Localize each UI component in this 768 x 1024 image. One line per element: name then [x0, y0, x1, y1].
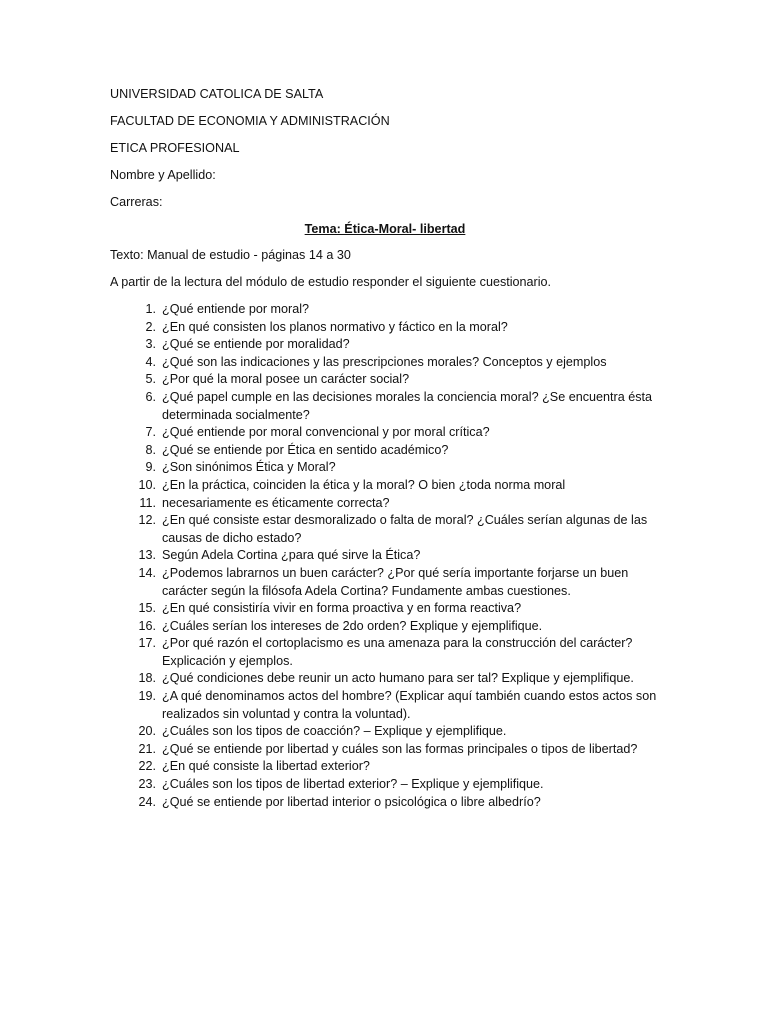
- question-text: ¿Qué se entiende por libertad y cuáles son las formas principales o tipos de libertad?: [162, 741, 638, 756]
- question-text: ¿A qué denominamos actos del hombre? (Explicar aquí también cuando estos actos son realizados sin voluntad y contra la voluntad).: [162, 689, 657, 721]
- question-number: 8.: [145, 442, 156, 457]
- question-item: [110, 319, 660, 337]
- question-text: ¿Son sinónimos Ética y Moral?: [162, 460, 336, 475]
- question-number: 21.: [138, 741, 156, 756]
- question-item: [110, 547, 660, 565]
- question-number: 20.: [138, 724, 156, 739]
- question-text: ¿En qué consiste la libertad exterior?: [162, 759, 370, 774]
- question-text: ¿En la práctica, coinciden la ética y la moral? O bien ¿toda norma moral: [162, 477, 566, 492]
- question-number: 1.: [145, 302, 156, 316]
- question-item: [110, 459, 660, 477]
- question-item: [110, 741, 660, 759]
- question-text: ¿Qué papel cumple en las decisiones morales la conciencia moral? ¿Se encuentra ésta determinada socialmente?: [162, 389, 653, 422]
- question-number: 15.: [138, 601, 156, 616]
- question-item: [110, 723, 660, 741]
- question-number: 24.: [138, 794, 156, 809]
- question-item: [110, 512, 660, 547]
- question-text: ¿Por qué razón el cortoplacismo es una amenaza para la construcción del carácter? Explicación y ejemplos.: [162, 636, 633, 668]
- question-item: [110, 776, 660, 794]
- question-number: 22.: [138, 759, 156, 774]
- question-item: [110, 670, 660, 688]
- question-item: [110, 758, 660, 776]
- question-number: 4.: [145, 354, 156, 369]
- question-item: [110, 600, 660, 618]
- question-item: [110, 442, 660, 460]
- question-item: [110, 371, 660, 389]
- question-number: 12.: [138, 513, 156, 528]
- question-text: ¿Qué entiende por moral?: [162, 302, 310, 316]
- question-item: [110, 301, 660, 319]
- document-page: [110, 86, 660, 811]
- question-number: 6.: [145, 389, 156, 404]
- question-text: ¿En qué consiste estar desmoralizado o falta de moral? ¿Cuáles serían algunas de las causas de dicho estado?: [162, 513, 648, 545]
- question-text: ¿Cuáles son los tipos de libertad exterior? – Explique y ejemplifique.: [162, 777, 544, 792]
- question-number: 3.: [145, 337, 156, 352]
- question-list: [110, 301, 660, 811]
- question-item: [110, 354, 660, 372]
- question-text: ¿Qué condiciones debe reunir un acto humano para ser tal? Explique y ejemplifique.: [162, 671, 634, 686]
- faculty-name: FACULTAD DE ECONOMIA Y ADMINISTRACIÓN: [110, 114, 390, 128]
- question-item: [110, 477, 660, 495]
- question-number: 11.: [139, 495, 156, 510]
- question-number: 14.: [138, 565, 156, 580]
- question-item: [110, 336, 660, 354]
- question-item: [110, 635, 660, 670]
- question-number: 13.: [138, 548, 156, 563]
- question-item: [110, 424, 660, 442]
- question-text: ¿Qué entiende por moral convencional y por moral crítica?: [162, 425, 490, 440]
- question-number: 10.: [138, 477, 156, 492]
- question-item: [110, 688, 660, 723]
- question-text: ¿Por qué la moral posee un carácter social?: [162, 372, 410, 387]
- question-text: ¿Qué son las indicaciones y las prescripciones morales? Conceptos y ejemplos: [162, 354, 607, 369]
- question-item: [110, 389, 660, 424]
- course-name: ETICA PROFESIONAL: [110, 141, 240, 155]
- question-item: [110, 794, 660, 812]
- question-text: ¿Cuáles son los tipos de coacción? – Explique y ejemplifique.: [162, 724, 507, 739]
- question-text: ¿Qué se entiende por moralidad?: [162, 337, 350, 352]
- question-text: ¿En qué consisten los planos normativo y fáctico en la moral?: [162, 319, 508, 334]
- careers-field-label: Carreras:: [110, 195, 163, 209]
- question-number: 2.: [145, 319, 156, 334]
- question-item: [110, 618, 660, 636]
- question-number: 5.: [145, 372, 156, 387]
- question-text: necesariamente es éticamente correcta?: [162, 495, 390, 510]
- question-text: ¿Cuáles serían los intereses de 2do orden? Explique y ejemplifique.: [162, 618, 543, 633]
- question-item: [110, 495, 660, 513]
- question-number: 18.: [138, 671, 156, 686]
- question-number: 23.: [138, 777, 156, 792]
- topic-title: Tema: Ética-Moral- libertad: [304, 222, 466, 236]
- question-text: ¿En qué consistiría vivir en forma proactiva y en forma reactiva?: [162, 601, 522, 616]
- question-number: 16.: [138, 618, 156, 633]
- question-number: 17.: [138, 636, 156, 651]
- text-reference: Texto: Manual de estudio - páginas 14 a 30: [110, 248, 351, 262]
- question-text: Según Adela Cortina ¿para qué sirve la Ética?: [162, 548, 421, 563]
- question-text: ¿Podemos labrarnos un buen carácter? ¿Por qué sería importante forjarse un buen carácter según la filósofa Adela Cortina? Fundamente ambas cuestiones.: [162, 565, 629, 598]
- university-name: UNIVERSIDAD CATOLICA DE SALTA: [110, 87, 324, 101]
- name-field-label: Nombre y Apellido:: [110, 168, 216, 182]
- question-text: ¿Qué se entiende por libertad interior o psicológica o libre albedrío?: [162, 794, 541, 809]
- question-text: ¿Qué se entiende por Ética en sentido académico?: [162, 442, 449, 457]
- question-number: 9.: [145, 460, 156, 475]
- question-number: 19.: [138, 689, 156, 704]
- question-item: [110, 565, 660, 600]
- instruction-text: A partir de la lectura del módulo de estudio responder el siguiente cuestionario.: [110, 275, 552, 289]
- question-number: 7.: [145, 425, 156, 440]
